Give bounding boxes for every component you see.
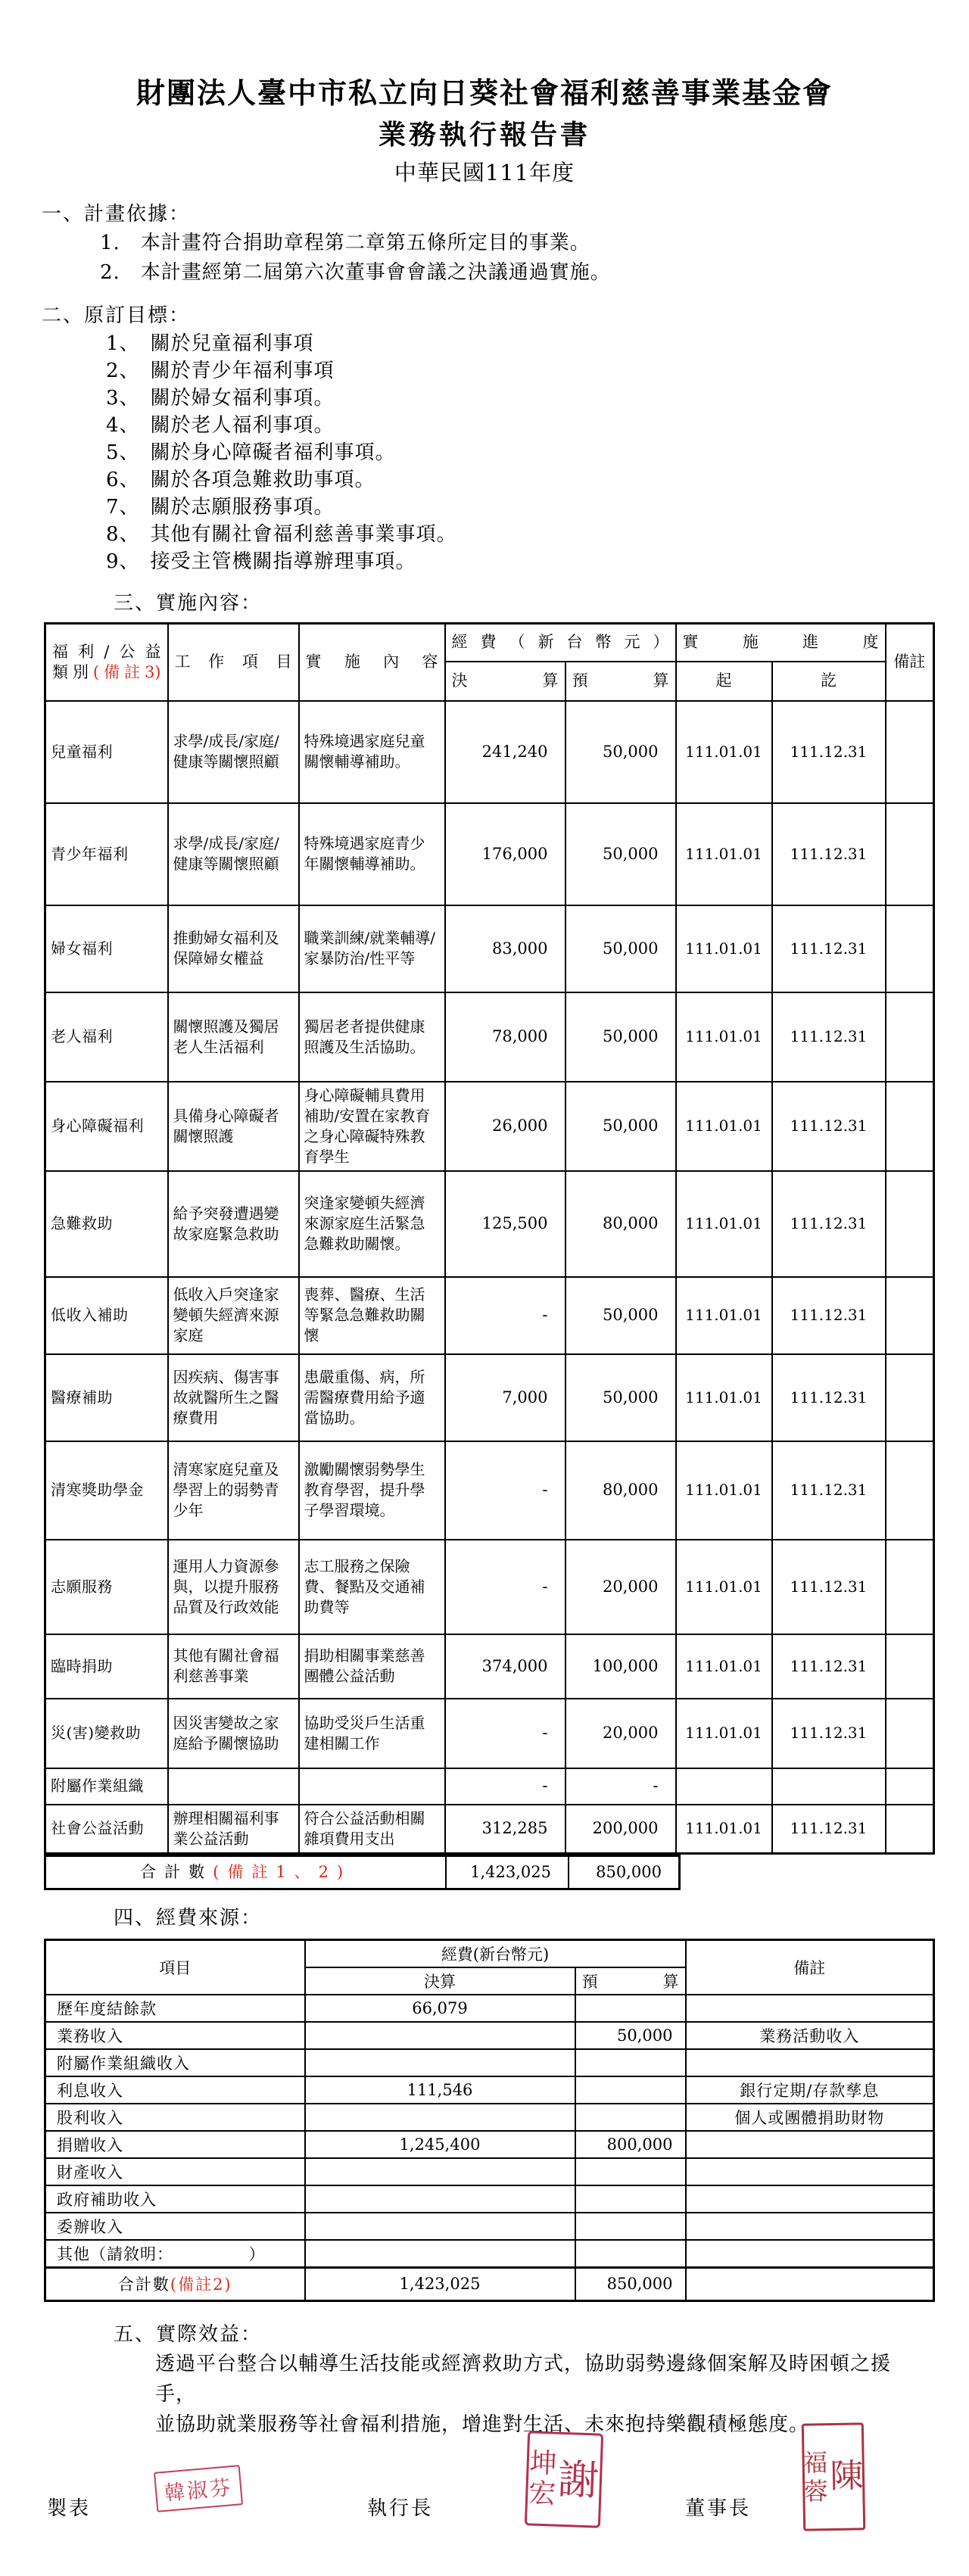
total-row	[45, 1855, 680, 1889]
table-row	[45, 701, 934, 803]
content-cell: 職業訓練/就業輔導/家暴防治/性平等	[299, 905, 445, 992]
content-cell: 特殊境遇家庭青少年關懷輔導補助。	[299, 803, 445, 905]
category-cell: 臨時捐助	[45, 1634, 168, 1699]
start-cell: 111.01.01	[676, 905, 772, 992]
table-row	[45, 1995, 934, 2022]
note-cell	[686, 2213, 934, 2240]
category-cell: 兒童福利	[45, 701, 168, 803]
category-header-line2: 類別(備註3)	[52, 662, 161, 681]
budget-cell	[575, 2240, 686, 2268]
note-cell	[886, 1768, 934, 1805]
end-cell: 111.12.31	[772, 992, 886, 1082]
item-cell: 其他（請敘明： ）	[45, 2240, 305, 2268]
category-cell: 身心障礙福利	[45, 1082, 168, 1171]
table-row	[45, 1634, 934, 1699]
work-cell: 推動婦女福利及保障婦女權益	[168, 905, 299, 992]
final-cell: 241,240	[445, 701, 566, 803]
col-header-final: 決算	[305, 1967, 575, 1995]
table-row	[45, 1805, 934, 1854]
final-cell: 111,546	[305, 2076, 575, 2104]
note-cell	[886, 1277, 934, 1354]
work-cell: 求學/成長/家庭/健康等關懷照顧	[168, 701, 299, 803]
total-final-cell: 1,423,025	[305, 2267, 575, 2300]
budget-cell: 50,000	[566, 803, 676, 905]
note-cell	[886, 1441, 934, 1540]
note-cell	[886, 905, 934, 992]
section3-heading: 三、實施內容：	[114, 592, 263, 615]
start-cell: 111.01.01	[676, 1805, 772, 1854]
total-note-ref: (備註2)	[170, 2275, 232, 2294]
category-cell: 醫療補助	[45, 1354, 168, 1441]
maker-seal-stamp: 韓淑芬	[154, 2465, 243, 2512]
budget-cell: -	[566, 1768, 676, 1805]
implementation-total-bar	[44, 1855, 681, 1890]
final-cell: -	[445, 1540, 566, 1634]
item-cell: 捐贈收入	[45, 2131, 305, 2158]
budget-cell: 50,000	[566, 1082, 676, 1171]
start-cell: 111.01.01	[676, 1354, 772, 1441]
table-row	[45, 2213, 934, 2240]
ceo-seal-stamp	[525, 2431, 603, 2528]
final-cell	[305, 2240, 575, 2268]
work-cell: 求學/成長/家庭/健康等關懷照顧	[168, 803, 299, 905]
table-row	[45, 2104, 934, 2131]
note-cell	[686, 2049, 934, 2076]
section5-heading: 五、實際效益：	[114, 2322, 263, 2346]
budget-cell: 80,000	[566, 1171, 676, 1277]
list-item: 5、 關於身心障礙者福利事項。	[106, 441, 396, 464]
budget-cell: 80,000	[566, 1441, 676, 1540]
chair-seal-char: 陳	[830, 2456, 864, 2496]
final-cell	[305, 2022, 575, 2049]
final-cell: 374,000	[445, 1634, 566, 1699]
end-cell: 111.12.31	[772, 1634, 886, 1699]
table-row	[45, 1768, 934, 1805]
col-header-category	[45, 624, 168, 701]
col-header-budget: 預算	[566, 662, 676, 701]
col-header-final: 決算	[445, 662, 566, 701]
table-row	[45, 1082, 934, 1171]
col-header-item: 項目	[45, 1939, 305, 1995]
category-cell: 清寒獎助學金	[45, 1441, 168, 1540]
content-cell: 激勵關懷弱勢學生教育學習，提升學子學習環境。	[299, 1441, 445, 1540]
budget-cell: 50,000	[566, 992, 676, 1082]
content-cell: 志工服務之保險費、餐點及交通補助費等	[299, 1540, 445, 1634]
list-item: 6、 關於各項急難救助事項。	[106, 469, 375, 491]
category-cell: 青少年福利	[45, 803, 168, 905]
table-row	[45, 2049, 934, 2076]
budget-cell: 20,000	[566, 1540, 676, 1634]
start-cell: 111.01.01	[676, 1277, 772, 1354]
note-cell	[886, 1540, 934, 1634]
content-cell: 符合公益活動相關雜項費用支出	[299, 1805, 445, 1854]
paragraph-line: 並協助就業服務等社會福利措施，增進對生活、未來抱持樂觀積極態度。	[155, 2412, 810, 2436]
final-cell: 125,500	[445, 1171, 566, 1277]
col-header-content: 實施內容	[299, 624, 445, 701]
table-row	[45, 1354, 934, 1441]
end-cell: 111.12.31	[772, 1699, 886, 1768]
list-item: 8、 其他有關社會福利慈善事業事項。	[106, 523, 457, 546]
col-header-end: 訖	[772, 662, 886, 701]
end-cell: 111.12.31	[772, 701, 886, 803]
total-note-ref: (備註1、2)	[213, 1862, 352, 1881]
start-cell: 111.01.01	[676, 1441, 772, 1540]
budget-cell	[575, 2158, 686, 2185]
section4-heading: 四、經費來源：	[114, 1906, 263, 1930]
item-cell: 政府補助收入	[45, 2185, 305, 2213]
table-row	[45, 1441, 934, 1540]
content-cell: 患嚴重傷、病，所需醫療費用給予適當協助。	[299, 1354, 445, 1441]
note-cell	[886, 1699, 934, 1768]
budget-cell	[575, 2104, 686, 2131]
budget-cell: 50,000	[566, 701, 676, 803]
end-cell	[772, 1768, 886, 1805]
work-cell: 清寒家庭兒童及學習上的弱勢青少年	[168, 1441, 299, 1540]
table-row	[45, 2185, 934, 2213]
table-row	[45, 803, 934, 905]
start-cell: 111.01.01	[676, 701, 772, 803]
table-row	[45, 2022, 934, 2049]
chair-seal-chars: 福 蓉	[802, 2447, 829, 2506]
list-item: 2、 關於青少年福利事項	[106, 360, 335, 382]
chair-label: 董事長	[685, 2497, 752, 2520]
end-cell: 111.12.31	[772, 1277, 886, 1354]
list-item: 9、 接受主管機關指導辦理事項。	[106, 550, 416, 573]
org-title: 財團法人臺中市私立向日葵社會福利慈善事業基金會	[136, 76, 833, 110]
table-row	[45, 1277, 934, 1354]
budget-cell: 50,000	[566, 1354, 676, 1441]
note-cell	[686, 2158, 934, 2185]
budget-cell	[575, 2076, 686, 2104]
start-cell: 111.01.01	[676, 1699, 772, 1768]
end-cell: 111.12.31	[772, 1441, 886, 1540]
budget-cell	[575, 2213, 686, 2240]
final-cell: 26,000	[445, 1082, 566, 1171]
col-header-progress-group: 實施進度	[676, 624, 886, 662]
category-cell: 災(害)變救助	[45, 1699, 168, 1768]
final-cell: 1,245,400	[305, 2131, 575, 2158]
benefit-paragraph	[155, 2349, 908, 2440]
note3-ref: (備註3)	[92, 662, 161, 681]
category-cell: 社會公益活動	[45, 1805, 168, 1854]
budget-cell	[575, 2049, 686, 2076]
budget-cell	[575, 1995, 686, 2022]
category-header-line1: 福利/公益	[52, 642, 161, 661]
start-cell: 111.01.01	[676, 1171, 772, 1277]
note-cell	[886, 1805, 934, 1854]
final-cell: 78,000	[445, 992, 566, 1082]
work-cell	[168, 1768, 299, 1805]
item-cell: 委辦收入	[45, 2213, 305, 2240]
budget-cell	[575, 2185, 686, 2213]
final-cell	[305, 2213, 575, 2240]
final-cell: 312,285	[445, 1805, 566, 1854]
start-cell: 111.01.01	[676, 1634, 772, 1699]
implementation-rows	[45, 701, 934, 1854]
col-header-note: 備註	[686, 1939, 934, 1995]
col-header-start: 起	[676, 662, 772, 701]
list-item: 7、 關於志願服務事項。	[106, 496, 335, 519]
start-cell: 111.01.01	[676, 803, 772, 905]
final-cell: 66,079	[305, 1995, 575, 2022]
maker-label: 製表	[47, 2497, 92, 2520]
end-cell: 111.12.31	[772, 1540, 886, 1634]
note-cell	[686, 2240, 934, 2268]
budget-cell: 200,000	[566, 1805, 676, 1854]
work-cell: 因疾病、傷害事故就醫所生之醫療費用	[168, 1354, 299, 1441]
ceo-seal-chars: 坤 宏	[528, 2447, 558, 2509]
final-cell: 176,000	[445, 803, 566, 905]
item-cell: 股利收入	[45, 2104, 305, 2131]
content-cell: 協助受災戶生活重建相關工作	[299, 1699, 445, 1768]
work-cell: 具備身心障礙者關懷照護	[168, 1082, 299, 1171]
category-cell: 老人福利	[45, 992, 168, 1082]
table-row	[45, 2131, 934, 2158]
work-cell: 辦理相關福利事業公益活動	[168, 1805, 299, 1854]
col-header-note: 備註	[886, 624, 934, 701]
work-cell: 運用人力資源參與，以提升服務品質及行政效能	[168, 1540, 299, 1634]
category-cell: 低收入補助	[45, 1277, 168, 1354]
table-row	[45, 1540, 934, 1634]
end-cell: 111.12.31	[772, 1082, 886, 1171]
list-item: 3、 關於婦女福利事項。	[106, 387, 335, 410]
budget-cell: 20,000	[566, 1699, 676, 1768]
list-item: 2. 本計畫經第二屆第六次董事會會議之決議通過實施。	[100, 261, 611, 284]
table-row	[45, 992, 934, 1082]
budget-cell: 100,000	[566, 1634, 676, 1699]
final-cell: -	[445, 1699, 566, 1768]
content-cell: 捐助相關事業慈善團體公益活動	[299, 1634, 445, 1699]
start-cell	[676, 1768, 772, 1805]
item-cell: 歷年度結餘款	[45, 1995, 305, 2022]
final-cell: 83,000	[445, 905, 566, 992]
implementation-table	[44, 622, 935, 1855]
list-item: 4、 關於老人福利事項。	[106, 414, 335, 437]
work-cell: 低收入戶突逢家變頓失經濟來源家庭	[168, 1277, 299, 1354]
funding-table	[44, 1939, 935, 2302]
note-cell	[686, 2185, 934, 2213]
final-cell: 7,000	[445, 1354, 566, 1441]
work-cell: 因災害變故之家庭給予關懷協助	[168, 1699, 299, 1768]
start-cell: 111.01.01	[676, 1082, 772, 1171]
ceo-seal-char: 謝	[556, 2454, 600, 2504]
content-cell: 喪葬、醫療、生活等緊急急難救助關懷	[299, 1277, 445, 1354]
item-cell: 財產收入	[45, 2158, 305, 2185]
category-cell: 志願服務	[45, 1540, 168, 1634]
col-header-budget-group: 經費（新台幣元）	[445, 624, 676, 662]
total-budget-cell: 850,000	[575, 2267, 686, 2300]
note-cell	[886, 1634, 934, 1699]
end-cell: 111.12.31	[772, 803, 886, 905]
content-cell: 獨居老者提供健康照護及生活協助。	[299, 992, 445, 1082]
end-cell: 111.12.31	[772, 1805, 886, 1854]
report-year: 中華民國111年度	[394, 160, 575, 185]
budget-cell: 50,000	[566, 905, 676, 992]
note-cell: 銀行定期/存款孳息	[686, 2076, 934, 2104]
funding-total-row	[45, 2267, 934, 2300]
note-cell	[886, 992, 934, 1082]
note-cell	[886, 1354, 934, 1441]
col-header-budget: 預算	[575, 1967, 686, 1995]
final-cell	[305, 2158, 575, 2185]
content-cell: 特殊境遇家庭兒童關懷輔導補助。	[299, 701, 445, 803]
section1-list	[100, 229, 969, 288]
note-cell: 個人或團體捐助財物	[686, 2104, 934, 2131]
note-cell	[686, 2131, 934, 2158]
signature-row	[45, 2447, 969, 2576]
category-cell: 婦女福利	[45, 905, 168, 992]
content-cell: 身心障礙輔具費用補助/安置在家教育之身心障礙特殊教育學生	[299, 1082, 445, 1171]
category-cell: 急難救助	[45, 1171, 168, 1277]
final-cell: -	[445, 1768, 566, 1805]
final-cell	[305, 2185, 575, 2213]
note-cell	[886, 701, 934, 803]
item-cell: 附屬作業組織收入	[45, 2049, 305, 2076]
content-cell: 突逢家變頓失經濟來源家庭生活緊急急難救助關懷。	[299, 1171, 445, 1277]
note-cell	[886, 803, 934, 905]
funding-header-row	[45, 1939, 934, 1967]
total-final-cell: 1,423,025	[446, 1855, 569, 1889]
end-cell: 111.12.31	[772, 905, 886, 992]
final-cell	[305, 2049, 575, 2076]
section2-list	[106, 330, 969, 575]
table-row	[45, 1699, 934, 1768]
budget-cell: 50,000	[566, 1277, 676, 1354]
work-cell: 其他有關社會福利慈善事業	[168, 1634, 299, 1699]
content-cell	[299, 1768, 445, 1805]
funding-rows	[45, 1995, 934, 2268]
ceo-label: 執行長	[367, 2497, 434, 2520]
section1-heading: 一、計畫依據：	[42, 203, 191, 226]
item-cell: 業務收入	[45, 2022, 305, 2049]
note-cell	[886, 1082, 934, 1171]
total-budget-cell: 850,000	[569, 1855, 680, 1889]
table-header-row	[45, 624, 934, 662]
note-cell	[886, 1171, 934, 1277]
end-cell: 111.12.31	[772, 1354, 886, 1441]
table-row	[45, 2158, 934, 2185]
category-cell: 附屬作業組織	[45, 1768, 168, 1805]
budget-cell: 50,000	[575, 2022, 686, 2049]
note-cell: 業務活動收入	[686, 2022, 934, 2049]
section2-heading: 二、原訂目標：	[42, 304, 191, 327]
start-cell: 111.01.01	[676, 992, 772, 1082]
end-cell: 111.12.31	[772, 1171, 886, 1277]
total-note-cell	[686, 2267, 934, 2300]
budget-cell: 800,000	[575, 2131, 686, 2158]
final-cell: -	[445, 1441, 566, 1540]
table-row	[45, 1171, 934, 1277]
col-header-work: 工作項目	[168, 624, 299, 701]
item-cell: 利息收入	[45, 2076, 305, 2104]
final-cell	[305, 2104, 575, 2131]
col-header-budget-group: 經費(新台幣元)	[305, 1939, 686, 1967]
list-item: 1、 關於兒童福利事項	[106, 332, 314, 355]
work-cell: 關懷照護及獨居老人生活福利	[168, 992, 299, 1082]
final-cell: -	[445, 1277, 566, 1354]
total-label-cell: 合計數(備註2)	[45, 2267, 305, 2300]
start-cell: 111.01.01	[676, 1540, 772, 1634]
work-cell: 給予突發遭遇變故家庭緊急救助	[168, 1171, 299, 1277]
table-row	[45, 905, 934, 992]
list-item: 1. 本計畫符合捐助章程第二章第五條所定目的事業。	[100, 232, 590, 254]
total-label-cell: 合計數(備註1、2)	[45, 1855, 447, 1889]
note-cell	[686, 1995, 934, 2022]
report-title: 業務執行報告書	[378, 119, 590, 151]
paragraph-line: 透過平台整合以輔導生活技能或經濟救助方式，協助弱勢邊緣個案解及時困頓之援手，	[155, 2352, 892, 2406]
table-row	[45, 2076, 934, 2104]
table-row	[45, 2240, 934, 2268]
